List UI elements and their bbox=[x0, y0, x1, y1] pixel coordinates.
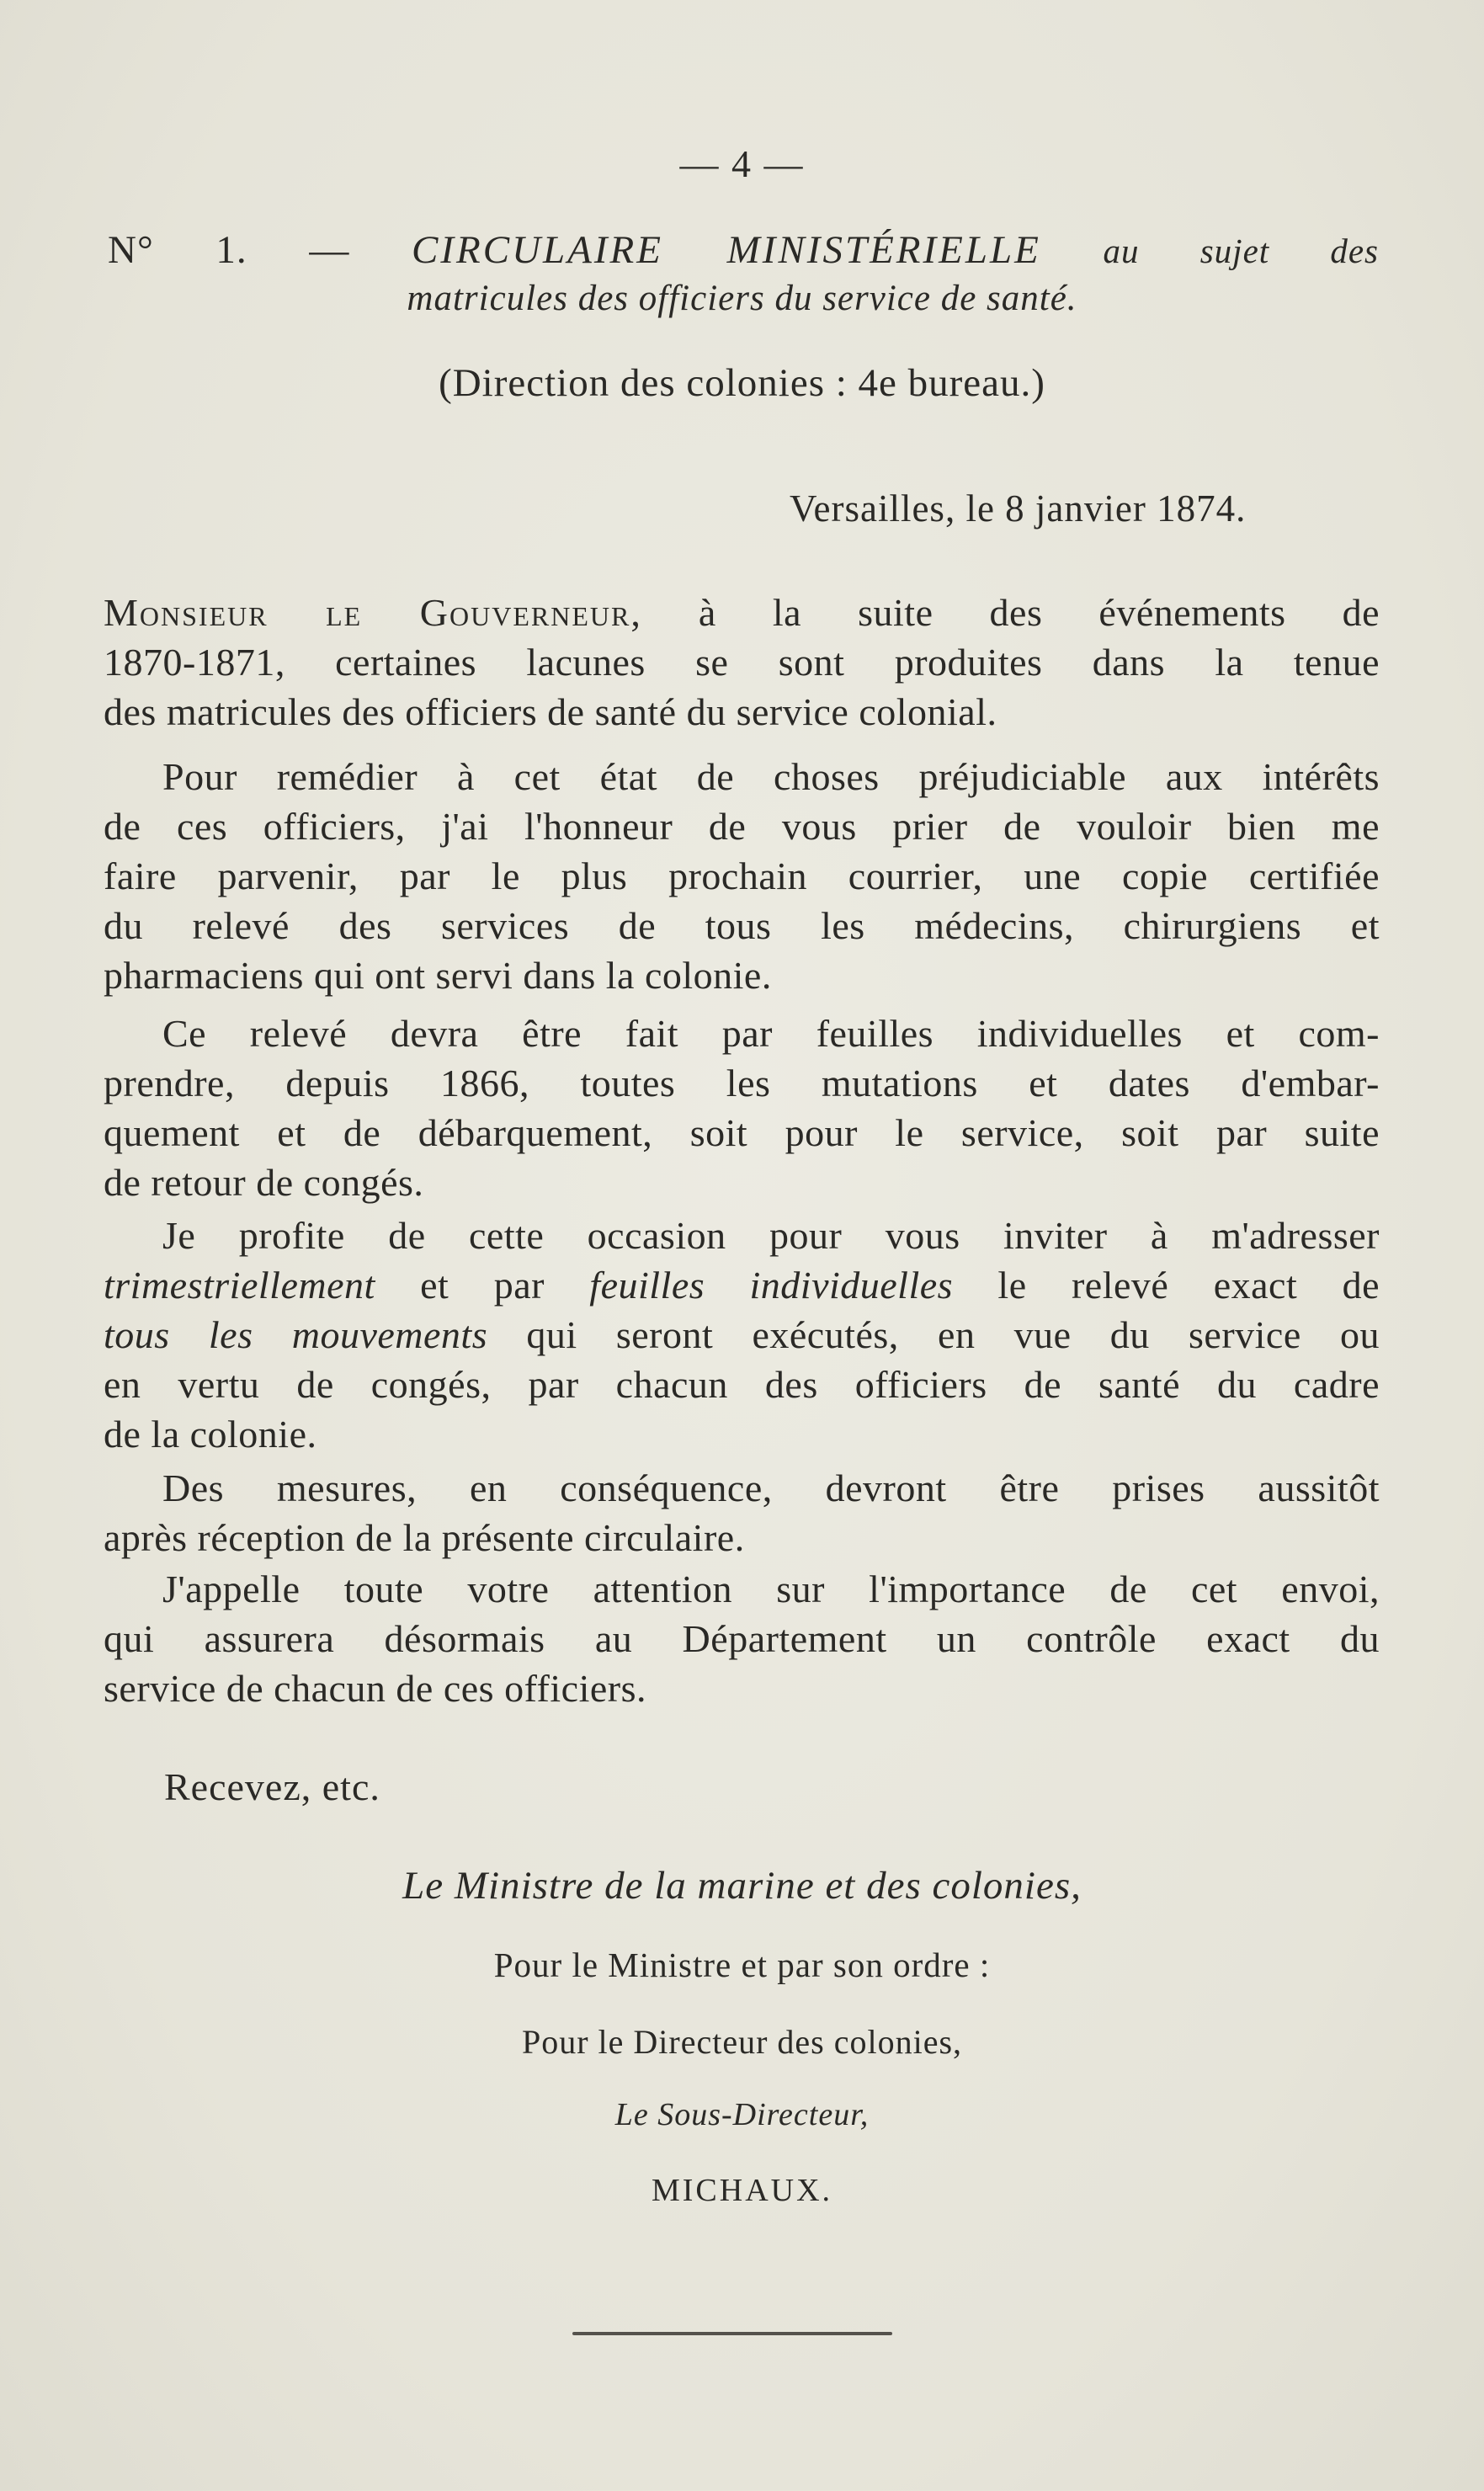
paragraph-6 bbox=[104, 1564, 1380, 1713]
page-number: — 4 — bbox=[679, 142, 805, 185]
circular-subject: matricules des officiers du service de santé. bbox=[407, 279, 1077, 318]
paragraph-line: qui assurera désormais au Département un contrôle exact du bbox=[104, 1617, 1380, 1660]
paragraph-line: Pour remédier à cet état de choses préjudiciable aux intérêts bbox=[162, 755, 1380, 798]
paragraph-line bbox=[104, 1310, 1380, 1360]
paragraph-line: des matricules des officiers de santé du service colonial. bbox=[104, 690, 997, 733]
emphasis-text: tous les mouvements bbox=[104, 1313, 488, 1356]
paragraph-text: le relevé exact de bbox=[953, 1264, 1380, 1307]
paragraph-line: après réception de la présente circulaire. bbox=[104, 1516, 745, 1559]
dateline: Versailles, le 8 janvier 1874. bbox=[790, 487, 1247, 530]
paragraph-2 bbox=[104, 752, 1380, 1000]
paragraph-1 bbox=[104, 588, 1380, 737]
direction-line: (Direction des colonies : 4e bureau.) bbox=[439, 361, 1045, 405]
paragraph-line: de la colonie. bbox=[104, 1413, 317, 1456]
paragraph-4 bbox=[104, 1211, 1380, 1459]
paragraph-line: 1870-1871, certaines lacunes se sont produites dans la tenue bbox=[104, 641, 1380, 684]
emphasis-text: trimestriellement bbox=[104, 1264, 375, 1307]
circular-title-main: CIRCULAIRE MINISTÉRIELLE bbox=[412, 228, 1041, 272]
paragraph-line: de retour de congés. bbox=[104, 1161, 424, 1204]
paragraph-line: Des mesures, en conséquence, devront être prises aussitôt bbox=[162, 1466, 1380, 1509]
closing-rule bbox=[572, 2332, 892, 2335]
paragraph-text: qui seront exécutés, en vue du service ou bbox=[487, 1313, 1380, 1356]
title-dash: — bbox=[309, 228, 350, 272]
paragraph-line: du relevé des services de tous les médecins, chirurgiens et bbox=[104, 904, 1380, 947]
paragraph-line: Ce relevé devra être fait par feuilles individuelles et com- bbox=[162, 1012, 1380, 1055]
paragraph-line: J'appelle toute votre attention sur l'importance de cet envoi, bbox=[162, 1568, 1380, 1610]
paragraph-text: à la suite des événements de bbox=[641, 591, 1380, 634]
paragraph-line: prendre, depuis 1866, toutes les mutations et dates d'embar- bbox=[104, 1062, 1380, 1104]
circular-title bbox=[108, 227, 1379, 273]
signature-by-order: Pour le Ministre et par son ordre : bbox=[493, 1945, 991, 1984]
paragraph-line bbox=[104, 588, 1380, 637]
signatory-name: MICHAUX. bbox=[651, 2173, 833, 2208]
signature-director: Pour le Directeur des colonies, bbox=[521, 2023, 963, 2061]
paragraph-line: de ces officiers, j'ai l'honneur de vous prier de vouloir bien me bbox=[104, 805, 1380, 848]
paragraph-3 bbox=[104, 1009, 1380, 1207]
paragraph-line: Je profite de cette occasion pour vous inviter à m'adresser bbox=[162, 1214, 1380, 1257]
paragraph-line: pharmaciens qui ont servi dans la colonie. bbox=[104, 954, 772, 997]
paragraph-line: service de chacun de ces officiers. bbox=[104, 1667, 646, 1710]
paragraph-5 bbox=[104, 1463, 1380, 1562]
emphasis-text: feuilles individuelles bbox=[589, 1264, 954, 1307]
salutation: Monsieur le Gouverneur, bbox=[104, 591, 642, 634]
closing-formula: Recevez, etc. bbox=[164, 1765, 380, 1808]
paragraph-line: en vertu de congés, par chacun des officiers de santé du cadre bbox=[104, 1363, 1380, 1406]
circular-number: N° 1. bbox=[108, 228, 247, 272]
paragraph-line bbox=[104, 1260, 1380, 1310]
paragraph-line: quement et de débarquement, soit pour le service, soit par suite bbox=[104, 1111, 1380, 1154]
circular-title-tail: au sujet des bbox=[1103, 232, 1379, 270]
paragraph-line: faire parvenir, par le plus prochain courrier, une copie certifiée bbox=[104, 854, 1380, 897]
signature-sub-director: Le Sous-Directeur, bbox=[614, 2097, 870, 2132]
paragraph-text: et par bbox=[375, 1264, 590, 1307]
signature-minister: Le Ministre de la marine et des colonies, bbox=[402, 1864, 1082, 1908]
